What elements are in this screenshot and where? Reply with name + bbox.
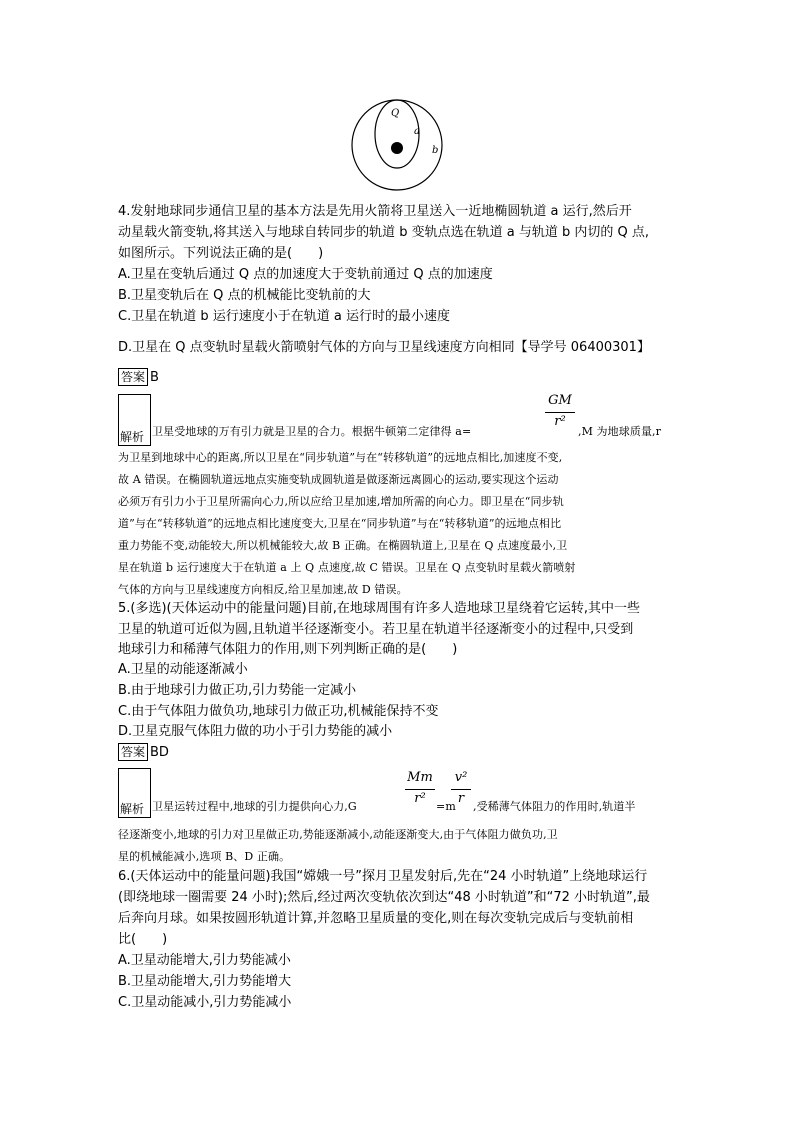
q6-option-c: C.卫星动能减小,引力势能减小 — [118, 995, 292, 1010]
q4-stem-line3: 如图所示。下列说法正确的是( ) — [118, 246, 324, 261]
q5-sol-line1b: ,受稀薄气体阻力的作用时,轨道半 — [473, 800, 636, 813]
q6-option-b: B.卫星动能增大,引力势能增大 — [118, 974, 292, 989]
q5-sol-line3: 星的机械能减小,选项 B、D 正确。 — [118, 850, 291, 863]
q5-stem-line3: 地球引力和稀薄气体阻力的作用,则下列判断正确的是( ) — [118, 642, 458, 657]
q5-answer-tag: 答案 — [118, 743, 148, 761]
q5-sol-line1a: 卫星运转过程中,地球的引力提供向心力,G — [152, 800, 357, 813]
q6-option-a: A.卫星动能增大,引力势能减小 — [118, 953, 291, 968]
q5-stem-line2: 卫星的轨道可近似为圆,且轨道半径逐渐变小。若卫星在轨道半径逐渐变小的过程中,只受到 — [118, 622, 634, 637]
q5-stem-line1: 5.(多选)(天体运动中的能量问题)目前,在地球周围有许多人造地球卫星绕着它运转,其中一些 — [118, 601, 640, 616]
q4-answer-row — [118, 368, 159, 388]
q5-answer-row — [118, 743, 169, 763]
q5-formula1-num: Mm — [407, 770, 433, 785]
orbit-diagram — [350, 96, 450, 196]
q4-option-a: A.卫星在变轨后通过 Q 点的加速度大于变轨前通过 Q 点的加速度 — [118, 267, 493, 282]
q4-sol-line1b: ,M 为地球质量,r — [578, 425, 662, 438]
q4-option-c: C.卫星在轨道 b 运行速度小于在轨道 a 运行时的最小速度 — [118, 309, 450, 324]
earth-dot — [391, 142, 403, 154]
q4-formula-bar — [545, 412, 575, 413]
q5-option-b: B.由于地球引力做正功,引力势能一定减小 — [118, 683, 357, 698]
label-a: a — [414, 126, 420, 137]
q5-formula2-den: r — [457, 791, 465, 806]
q6-stem-line4: 比( ) — [118, 932, 168, 947]
q5-answer: BD — [150, 745, 169, 760]
label-q: Q — [391, 108, 400, 119]
q4-stem-line1: 4.发射地球同步通信卫星的基本方法是先用火箭将卫星送入一近地椭圆轨道 a 运行,然后开 — [118, 204, 632, 219]
q5-sol-line1m: =m — [436, 800, 456, 813]
q4-sol-line5: 道”与在“转移轨道”的远地点相比速度变大,卫星在“同步轨道”与在“转移轨道”的远地点相比 — [118, 517, 562, 530]
q4-answer-tag: 答案 — [118, 368, 148, 386]
q6-stem-line2: (即绕地球一圈需要 24 小时);然后,经过两次变轨依次到达“48 小时轨道”和“72 小时轨道”,最 — [118, 890, 650, 905]
q5-option-d: D.卫星克服气体阻力做的功小于引力势能的减小 — [118, 724, 393, 739]
q6-stem-line3: 后奔向月球。如果按圆形轨道计算,并忽略卫星质量的变化,则在每次变轨完成后与变轨前相 — [118, 911, 634, 926]
q5-sol-line2: 径逐渐变小,地球的引力对卫星做正功,势能逐渐减小,动能逐渐变大,由于气体阻力做负功,卫 — [118, 828, 558, 841]
q4-analysis-tag-box — [118, 394, 151, 446]
q5-formula2-num: v² — [454, 770, 468, 785]
q4-sol-line8: 气体的方向与卫星线速度方向相反,给卫星加速,故 D 错误。 — [118, 583, 408, 596]
q5-analysis-tag-box — [118, 768, 151, 818]
q5-analysis-tag: 解析 — [120, 802, 145, 816]
q4-sol-line6: 重力势能不变,动能较大,所以机械能较大,故 B 正确。在椭圆轨道上,卫星在 Q 点速度最小,卫 — [118, 539, 568, 552]
q4-option-d: D.卫星在 Q 点变轨时星载火箭喷射气体的方向与卫星线速度方向相同【导学号 06400301】 — [118, 340, 650, 355]
q4-formula-den: r² — [554, 414, 566, 429]
q5-formula2-bar — [451, 789, 471, 790]
label-b: b — [432, 145, 439, 156]
q4-sol-line3: 故 A 错误。在椭圆轨道远地点实施变轨成圆轨道是做逐渐远离圆心的运动,要实现这个运动 — [118, 473, 559, 486]
q5-formula1-bar — [405, 789, 435, 790]
q4-sol-line7: 星在轨道 b 运行速度大于在轨道 a 上 Q 点速度,故 C 错误。卫星在 Q 点变轨时星载火箭喷射 — [118, 561, 576, 574]
q4-option-b: B.卫星变轨后在 Q 点的机械能比变轨前的大 — [118, 288, 371, 303]
q5-option-a: A.卫星的动能逐渐减小 — [118, 662, 248, 677]
q5-formula1-den: r² — [414, 791, 426, 806]
q5-option-c: C.由于气体阻力做负功,地球引力做正功,机械能保持不变 — [118, 704, 439, 719]
q4-answer: B — [150, 370, 159, 385]
q4-analysis-tag: 解析 — [120, 430, 145, 444]
q4-stem-line2: 动星载火箭变轨,将其送入与地球自转同步的轨道 b 变轨点选在轨道 a 与轨道 b 内切的 Q 点, — [118, 225, 650, 240]
q6-stem-line1: 6.(天体运动中的能量问题)我国“嫦娥一号”探月卫星发射后,先在“24 小时轨道”上绕地球运行 — [118, 869, 648, 884]
q4-formula-num: GM — [548, 393, 572, 408]
q4-sol-line2: 为卫星到地球中心的距离,所以卫星在“同步轨道”与在“转移轨道”的远地点相比,加速度不变, — [118, 451, 563, 464]
q4-sol-line4: 必须万有引力小于卫星所需向心力,所以应给卫星加速,增加所需的向心力。即卫星在“同步轨 — [118, 495, 564, 508]
q4-sol-line1: 卫星受地球的万有引力就是卫星的合力。根据牛顿第二定律得 a= — [152, 425, 472, 438]
